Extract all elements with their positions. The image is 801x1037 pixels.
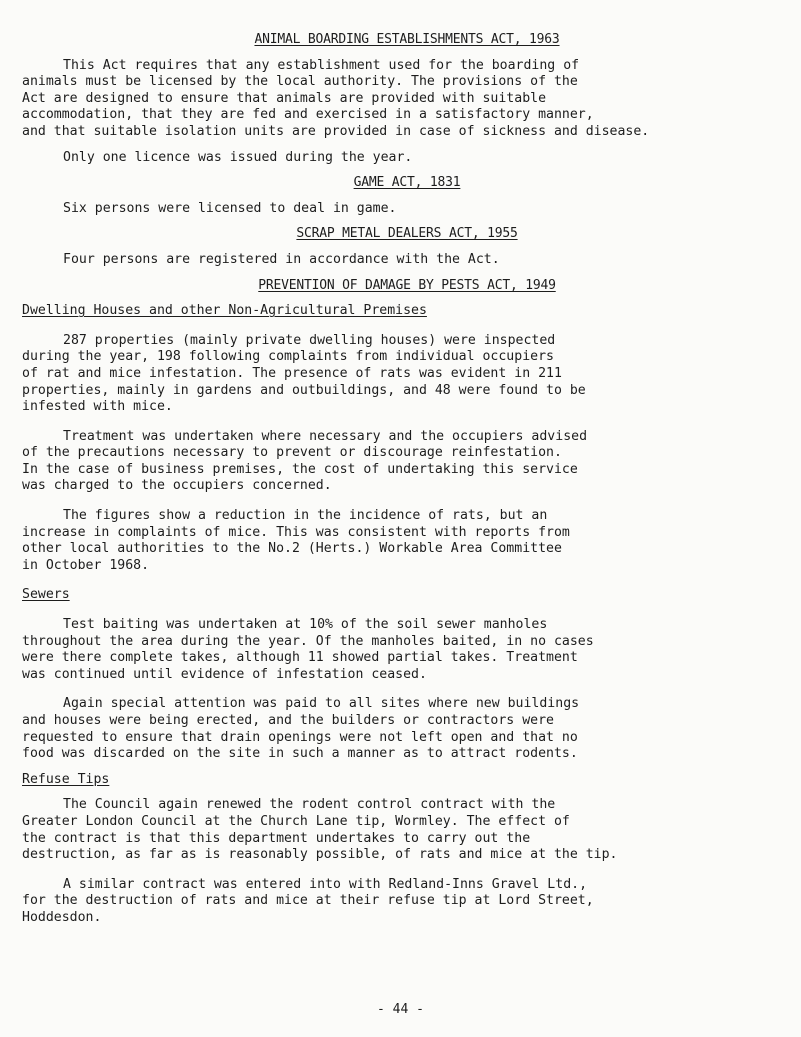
licence-sentence: Only one licence was issued during the year.: [63, 149, 413, 165]
text-line: destruction, as far as is reasonably possible, of rats and mice at the tip.: [22, 847, 618, 863]
text-line: in October 1968.: [22, 557, 150, 573]
scrap-paragraph: Four persons are registered in accordance with the Act.: [63, 251, 500, 267]
text-line: other local authorities to the No.2 (Herts.) Workable Area Committee: [22, 541, 562, 557]
heading-prevention-of-damage: PREVENTION OF DAMAGE BY PESTS ACT, 1949: [258, 277, 556, 293]
game-paragraph: Six persons were licensed to deal in game.: [63, 200, 397, 216]
text-line: food was discarded on the site in such a manner as to attract rodents.: [22, 746, 578, 762]
heading-animal-boarding: ANIMAL BOARDING ESTABLISHMENTS ACT, 1963: [254, 32, 560, 47]
page-number: - 44 -: [377, 1002, 424, 1017]
text-line: during the year, 198 following complaints from individual occupiers: [22, 349, 554, 365]
text-line: Hoddesdon.: [22, 909, 102, 925]
text-line: This Act requires that any establishment used for the boarding of: [63, 57, 580, 73]
text-line: accommodation, that they are fed and exercised in a satisfactory manner,: [22, 107, 594, 123]
subhead-sewers: Sewers: [22, 587, 70, 603]
text-line: was continued until evidence of infestation ceased.: [22, 666, 427, 682]
text-line: was charged to the occupiers concerned.: [22, 478, 332, 494]
animal-boarding-paragraph: [22, 58, 792, 141]
text-line: Act are designed to ensure that animals are provided with suitable: [22, 90, 547, 106]
sewers-paragraph-2: [22, 696, 792, 762]
heading-game-act: GAME ACT, 1831: [353, 175, 461, 191]
text-line: of the precautions necessary to prevent or discourage reinfestation.: [22, 445, 562, 461]
dwelling-paragraph-1: [22, 333, 792, 416]
text-line: of rat and mice infestation. The presence of rats was evident in 211: [22, 365, 562, 381]
text-line: properties, mainly in gardens and outbuildings, and 48 were found to be: [22, 382, 586, 398]
text-line: throughout the area during the year. Of the manholes baited, in no cases: [22, 633, 594, 649]
sewers-paragraph-1: [22, 617, 792, 683]
text-line: and that suitable isolation units are provided in case of sickness and disease.: [22, 123, 650, 139]
text-line: for the destruction of rats and mice at their refuse tip at Lord Street,: [22, 893, 594, 909]
text-line: were there complete takes, although 11 showed partial takes. Treatment: [22, 650, 578, 666]
text-line: the contract is that this department undertakes to carry out the: [22, 830, 531, 846]
text-line: and houses were being erected, and the builders or contractors were: [22, 713, 554, 728]
text-line: increase in complaints of mice. This was consistent with reports from: [22, 524, 570, 540]
text-line: The Council again renewed the rodent control contract with the: [63, 797, 556, 813]
text-line: In the case of business premises, the cost of undertaking this service: [22, 461, 578, 477]
heading-scrap-metal: SCRAP METAL DEALERS ACT, 1955: [296, 226, 518, 242]
text-line: A similar contract was entered into with Redland-Inns Gravel Ltd.,: [63, 876, 588, 892]
refuse-paragraph-1: [22, 797, 792, 863]
subhead-dwelling-houses: Dwelling Houses and other Non-Agricultural Premises: [22, 303, 427, 319]
text-line: Treatment was undertaken where necessary and the occupiers advised: [63, 428, 588, 444]
text-line: Test baiting was undertaken at 10% of the soil sewer manholes: [63, 617, 548, 633]
subhead-refuse-tips: Refuse Tips: [22, 771, 110, 787]
text-line: Greater London Council at the Church Lane tip, Wormley. The effect of: [22, 813, 570, 829]
text-line: 287 properties (mainly private dwelling houses) were inspected: [63, 332, 556, 348]
text-line: The figures show a reduction in the incidence of rats, but an: [63, 508, 548, 524]
dwelling-paragraph-2: [22, 429, 792, 495]
document-page: [22, 32, 792, 927]
text-line: requested to ensure that drain openings were not left open and that no: [22, 729, 578, 745]
text-line: infested with mice.: [22, 399, 173, 415]
text-line: Again special attention was paid to all sites where new buildings: [63, 696, 580, 712]
text-line: animals must be licensed by the local authority. The provisions of the: [22, 74, 578, 90]
refuse-paragraph-2: [22, 877, 792, 927]
dwelling-paragraph-3: [22, 508, 792, 574]
